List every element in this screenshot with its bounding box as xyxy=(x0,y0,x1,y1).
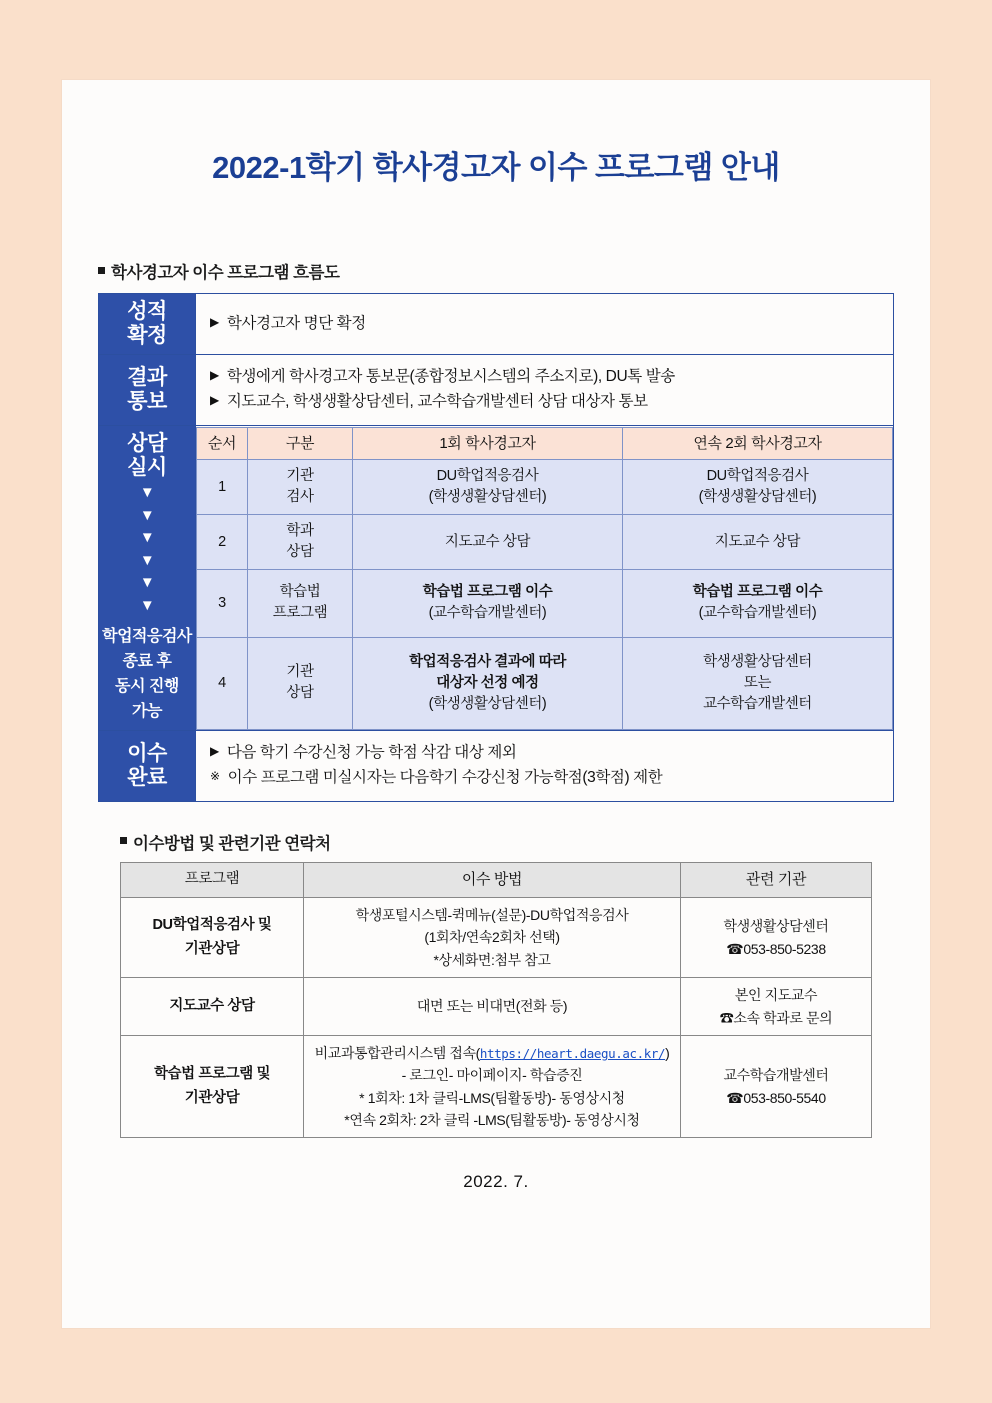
table-row xyxy=(121,1035,872,1138)
flow-label-step1: 성적 확정 xyxy=(99,294,196,355)
arrow-down-icon: ▼ xyxy=(139,596,155,614)
consult-header-order: 순서 xyxy=(197,427,248,460)
arrow-down-icon: ▼ xyxy=(139,551,155,569)
bullet-square-icon xyxy=(120,837,127,844)
arrow-down-icon: ▼ xyxy=(139,574,155,592)
consult-table-header-row xyxy=(197,427,893,460)
flow-content-step1 xyxy=(196,294,894,355)
flow-step4-item-0: 다음 학기 수강신청 가능 학점 삭감 대상 제외 xyxy=(226,744,517,762)
flow-step1-item-0: 학사경고자 명단 확정 xyxy=(226,314,366,332)
triangle-right-icon: ▶ xyxy=(210,314,219,329)
consult-cell-first-3: 학습법 프로그램 이수 (교수학습개발센터) xyxy=(353,570,623,637)
reference-mark-icon: ※ xyxy=(210,769,220,784)
flow-row-step1 xyxy=(99,294,894,355)
triangle-right-icon: ▶ xyxy=(210,744,219,759)
flow-content-step4 xyxy=(196,731,894,802)
contact-cell-org-2: 본인 지도교수 ☎소속 학과로 문의 xyxy=(681,978,872,1036)
page-title: 2022-1학기 학사경고자 이수 프로그램 안내 xyxy=(212,150,780,185)
heart-system-link[interactable]: https://heart.daegu.ac.kr/ xyxy=(479,1045,666,1061)
consult-cell-first-2: 지도교수 상담 xyxy=(353,515,623,570)
consult-cell-first-4: 학업적응검사 결과에 따라 대상자 선정 예정 (학생생활상담센터) xyxy=(353,637,623,729)
flow-label-step2: 결과 통보 xyxy=(99,355,196,426)
consult-cell-second-4: 학생생활상담센터 또는 교수학습개발센터 xyxy=(623,637,893,729)
section-heading-contact xyxy=(120,830,930,854)
flow-label-step3: 상담 실시 ▼ ▼ ▼ ▼ ▼ ▼ 학업적응검사 종료 후 동시 진행 가능 xyxy=(99,425,196,730)
flow-row-step2 xyxy=(99,355,894,426)
flow-content-step3 xyxy=(196,425,894,730)
flow-label-step4: 이수 완료 xyxy=(99,731,196,802)
consult-header-first: 1회 학사경고자 xyxy=(353,427,623,460)
contact-table xyxy=(120,862,872,1139)
document-date: 2022. 7. xyxy=(463,1172,529,1192)
flow-content-step2 xyxy=(196,355,894,426)
table-row xyxy=(197,637,893,729)
flow-row-step3 xyxy=(99,425,894,730)
consult-cell-gubun-2: 학과 상담 xyxy=(248,515,353,570)
flow-step2-item-1: 지도교수, 학생생활상담센터, 교수학습개발센터 상담 대상자 통보 xyxy=(226,393,648,411)
contact-table-header-row xyxy=(121,862,872,897)
flow-step4-item-1: 이수 프로그램 미실시자는 다음학기 수강신청 가능학점(3학점) 제한 xyxy=(227,769,663,787)
contact-cell-program-2: 지도교수 상담 xyxy=(121,978,304,1036)
table-row xyxy=(197,515,893,570)
section-heading-contact-label: 이수방법 및 관련기관 연락처 xyxy=(133,834,331,853)
table-row xyxy=(121,897,872,977)
section-heading-flow xyxy=(98,259,930,283)
consult-cell-order-2: 2 xyxy=(197,515,248,570)
consult-cell-second-3: 학습법 프로그램 이수 (교수학습개발센터) xyxy=(623,570,893,637)
contact-cell-method-1: 학생포털시스템-퀵메뉴(설문)-DU학업적응검사 (1회차/연속2회차 선택) *상세화면:첨부 참고 xyxy=(304,897,681,977)
consult-cell-order-3: 3 xyxy=(197,570,248,637)
flow-arrow-stack xyxy=(99,482,195,617)
consult-table xyxy=(196,427,893,730)
contact-cell-program-1: DU학업적응검사 및 기관상담 xyxy=(121,897,304,977)
flow-step2-item-0: 학생에게 학사경고자 통보문(종합정보시스템의 주소지로), DU톡 발송 xyxy=(226,368,675,386)
bullet-square-icon xyxy=(98,267,105,274)
flow-row-step4 xyxy=(99,731,894,802)
document-page xyxy=(62,80,930,1328)
contact-header-method: 이수 방법 xyxy=(304,862,681,897)
consult-cell-second-1: DU학업적응검사 (학생생활상담센터) xyxy=(623,460,893,515)
consult-cell-gubun-1: 기관 검사 xyxy=(248,460,353,515)
flow-step3-note: 학업적응검사 종료 후 동시 진행 가능 xyxy=(102,628,192,720)
consult-cell-order-1: 1 xyxy=(197,460,248,515)
arrow-down-icon: ▼ xyxy=(139,484,155,502)
consult-cell-second-2: 지도교수 상담 xyxy=(623,515,893,570)
contact-cell-org-3: 교수학습개발센터 ☎053-850-5540 xyxy=(681,1035,872,1138)
consult-header-second: 연속 2회 학사경고자 xyxy=(623,427,893,460)
contact-header-program: 프로그램 xyxy=(121,862,304,897)
arrow-down-icon: ▼ xyxy=(139,506,155,524)
arrow-down-icon: ▼ xyxy=(139,529,155,547)
table-row xyxy=(121,978,872,1036)
consult-header-gubun: 구분 xyxy=(248,427,353,460)
contact-method-line-with-link: 비교과통합관리시스템 접속(https://heart.daegu.ac.kr/) xyxy=(314,1044,670,1061)
contact-cell-method-3: 비교과통합관리시스템 접속(https://heart.daegu.ac.kr/) - 로그인- 마이페이지- 학습증진 * 1회차: 1차 클릭-LMS(팀활동방)- 동영상시청 *연속 2회차: 2차 클릭 -LMS(팀활동방)- 동영상시청 xyxy=(304,1035,681,1138)
contact-header-org: 관련 기관 xyxy=(681,862,872,897)
section-heading-flow-label: 학사경고자 이수 프로그램 흐름도 xyxy=(111,264,340,282)
contact-cell-program-3: 학습법 프로그램 및 기관상담 xyxy=(121,1035,304,1138)
table-row xyxy=(197,570,893,637)
consult-cell-order-4: 4 xyxy=(197,637,248,729)
contact-cell-method-2: 대면 또는 비대면(전화 등) xyxy=(304,978,681,1036)
consult-cell-gubun-3: 학습법 프로그램 xyxy=(248,570,353,637)
contact-cell-org-1: 학생생활상담센터 ☎053-850-5238 xyxy=(681,897,872,977)
consult-cell-first-1: DU학업적응검사 (학생생활상담센터) xyxy=(353,460,623,515)
triangle-right-icon: ▶ xyxy=(210,368,219,383)
triangle-right-icon: ▶ xyxy=(210,393,219,408)
table-row xyxy=(197,460,893,515)
flow-table xyxy=(98,293,894,802)
consult-cell-gubun-4: 기관 상담 xyxy=(248,637,353,729)
